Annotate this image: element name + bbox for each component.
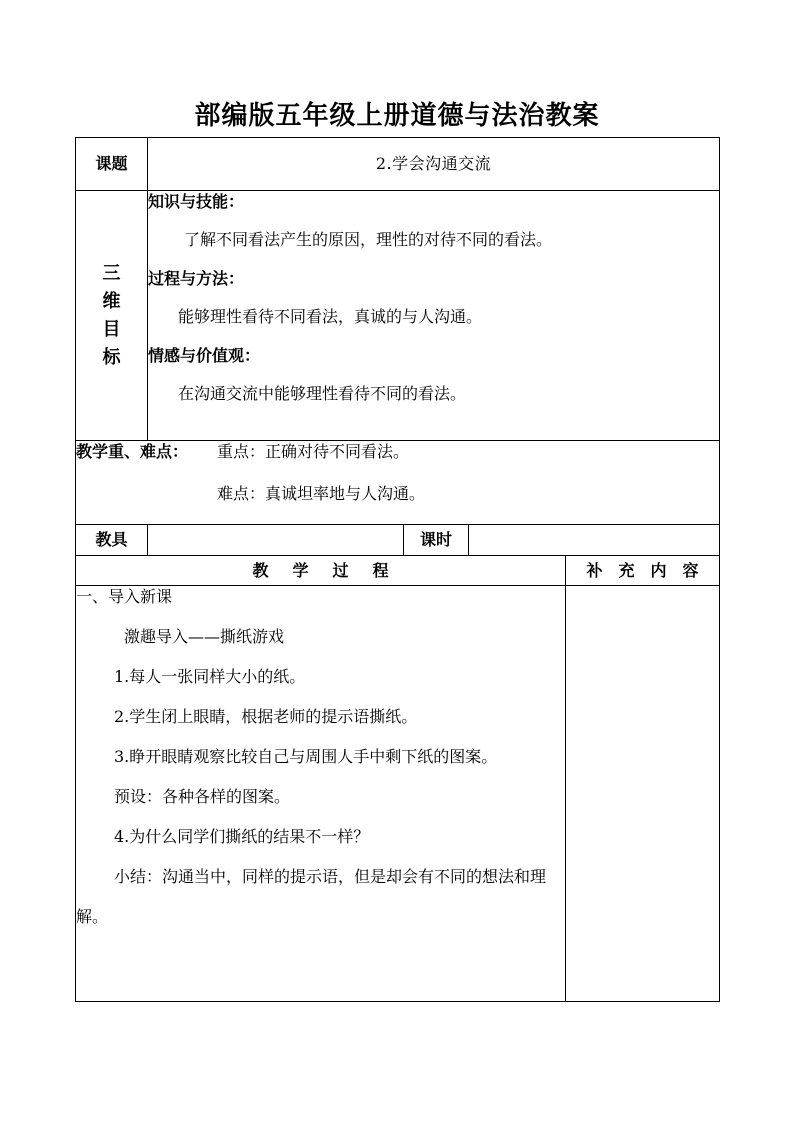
goals-label-char: 目 (102, 318, 121, 340)
hours-value (469, 525, 720, 556)
hours-label: 课时 (404, 525, 469, 556)
lesson-plan-table (75, 137, 720, 1002)
step-item: 4.为什么同学们撕纸的结果不一样？ (114, 827, 370, 846)
step-item: 3.睁开眼睛观察比较自己与周围人手中剩下纸的图案。 (114, 747, 498, 766)
step-item: 预设：各种各样的图案。 (114, 787, 291, 806)
topic-value: 2.学会沟通交流 (148, 138, 720, 191)
topic-row (76, 138, 720, 191)
process-header: 教学过程 (76, 556, 566, 586)
focus-content (76, 441, 720, 525)
process-header-row (76, 556, 720, 586)
knowledge-text: 了解不同看法产生的原因，理性的对待不同的看法。 (184, 230, 553, 249)
resources-row (76, 525, 720, 556)
section-heading: 一、导入新课 (76, 587, 173, 606)
process-method-text: 能够理性看待不同看法，真诚的与人沟通。 (178, 307, 483, 326)
supplement-header: 补充内容 (566, 556, 720, 586)
supplement-content (566, 586, 720, 1002)
focus-row (76, 441, 720, 525)
emotion-values-text: 在沟通交流中能够理性看待不同的看法。 (178, 384, 467, 403)
goals-label-char: 三 (102, 262, 121, 284)
key-point-text: 重点：正确对待不同看法。 (217, 442, 410, 461)
process-method-heading: 过程与方法： (148, 269, 245, 288)
step-item: 2.学生闭上眼睛，根据老师的提示语撕纸。 (114, 707, 418, 726)
process-content (76, 586, 566, 1002)
goals-label-char: 标 (102, 346, 121, 368)
document-title: 部编版五年级上册道德与法治教案 (194, 101, 600, 131)
goals-section-label (76, 191, 148, 441)
process-body-row (76, 586, 720, 1002)
goals-row (76, 191, 720, 441)
summary-text: 小结：沟通当中，同样的提示语，但是却会有不同的想法和理解。 (76, 867, 547, 926)
topic-label: 课题 (76, 138, 148, 191)
goals-label-char: 维 (102, 290, 121, 312)
tools-value (148, 525, 404, 556)
emotion-values-heading: 情感与价值观： (148, 346, 261, 365)
goals-content (148, 191, 720, 441)
focus-label: 教学重、难点： (76, 442, 189, 461)
knowledge-heading: 知识与技能： (148, 192, 245, 211)
intro-line: 激趣导入——撕纸游戏 (124, 627, 285, 646)
tools-label: 教具 (76, 525, 148, 556)
step-item: 1.每人一张同样大小的纸。 (114, 667, 306, 686)
difficulty-text: 难点：真诚坦率地与人沟通。 (217, 484, 426, 503)
